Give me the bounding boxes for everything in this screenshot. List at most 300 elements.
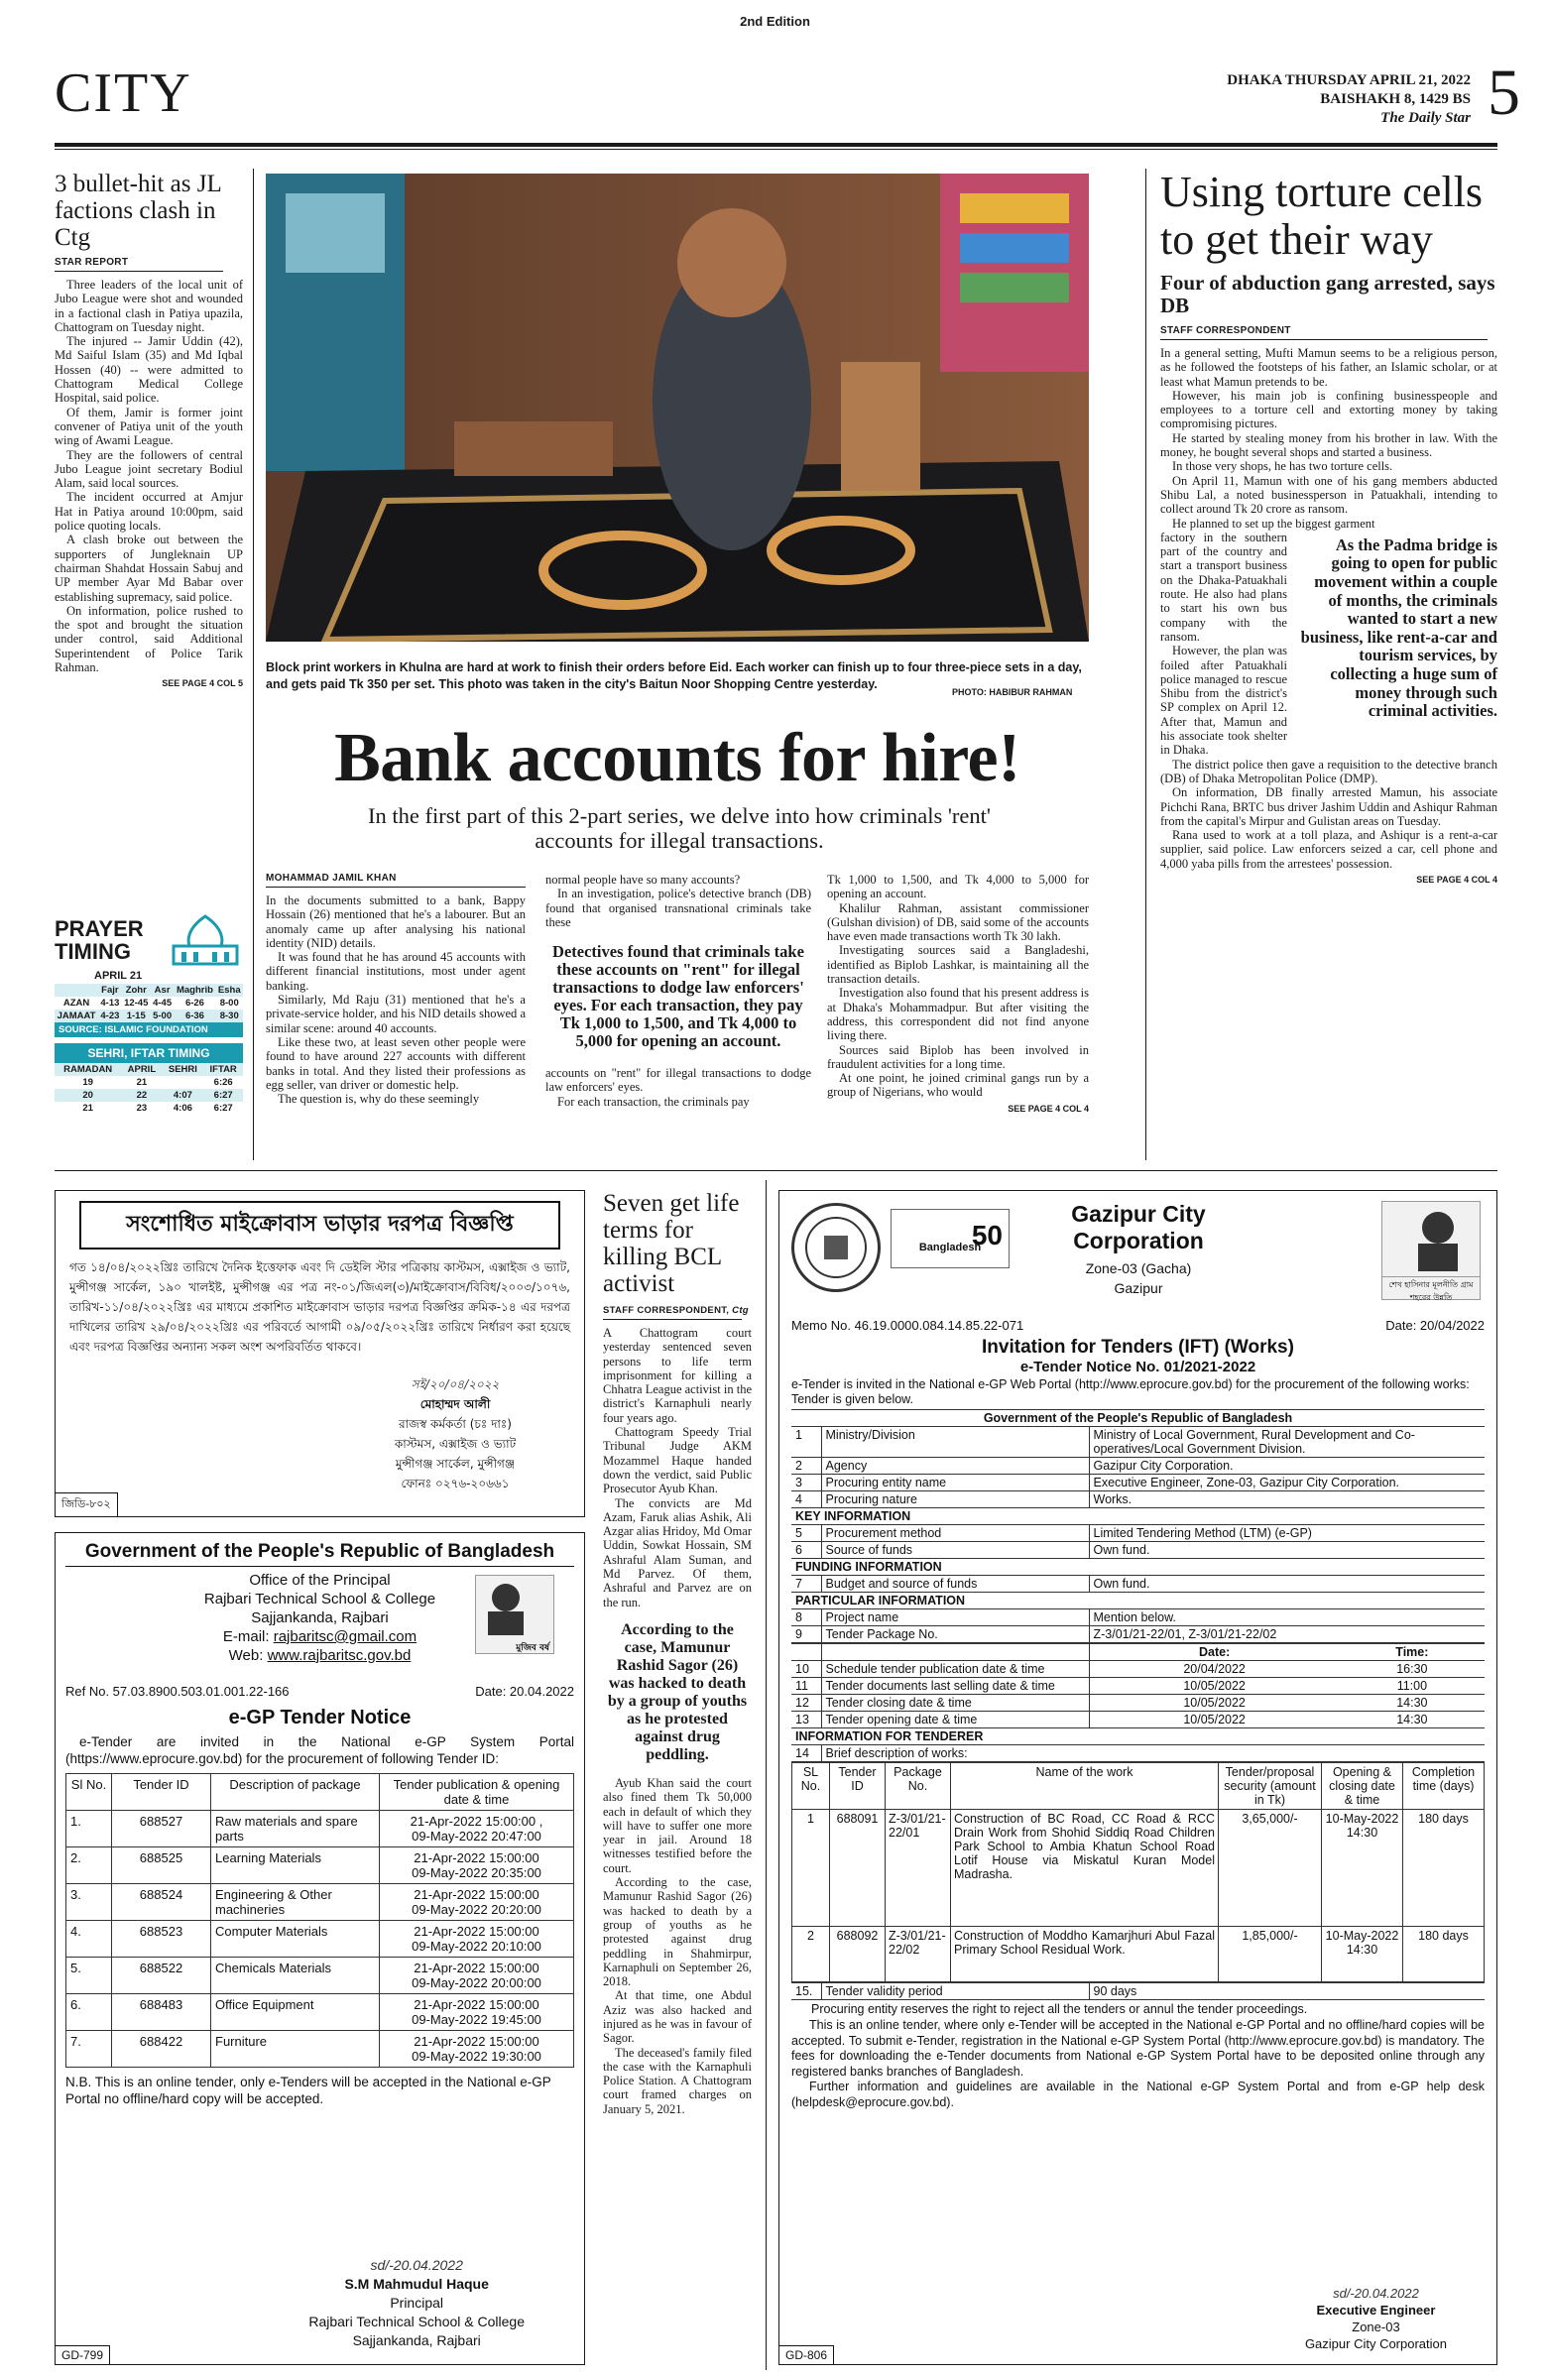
signer-office-2: মুন্সীগঞ্জ সার্কেল, মুন্সীগঞ্জ [395,1457,516,1471]
bank-headline: Bank accounts for hire! [334,720,1020,796]
paragraph: Rana used to work at a toll plaza, and Ashiqur is a rent-a-car supplier, said police. Law enforcers seized a car, cell phone and 4,000 yaba pills from the arrestees' possession. [1160,828,1497,871]
cell: 8 [791,1609,821,1626]
sehri-header: IFTAR [209,1064,237,1075]
mujib-portrait [1381,1201,1481,1300]
egp-note: N.B. This is an online tender, only e-Tenders will be accepted in the National e-GP Portal no offline/hard copy will be accepted. [65,2075,551,2106]
rajbari-signature-block [308,2256,525,2350]
paragraph: A clash broke out between the supporters of Jungleknain UP chairman Shahdat Hossain Sabuj and UP member Ayar Md Babar over establishing supremacy, said police. [55,533,243,604]
block-print-photo [266,174,1089,642]
cell: Z-3/01/21-22/01 [886,1810,951,1927]
cell: 1 [792,1810,830,1927]
section-label: FUNDING INFORMATION [791,1559,1485,1576]
signature: sd/-20.04.2022 [370,2257,463,2273]
bcl-pull-quote: According to the case, Mamunur Rashid Sagor (26) was hacked to death by a group of youths as he protested against drug peddling. [607,1620,748,1763]
byline-rule [603,1319,742,1320]
cell: 5 [791,1525,821,1542]
torture-pull-quote: As the Padma bridge is going to open for public movement within a couple of months, the criminals wanted to start a new business, like rent-a-car and tourism services, by collecting a huge sum of money through such criminal activities. [1300,535,1497,721]
cell: 688525 [112,1847,211,1884]
cell: Schedule tender publication date & time [821,1661,1089,1678]
cell: 10-May-2022 14:30 [1322,1927,1403,1982]
page-number: 5 [1488,57,1520,129]
paragraph: On information, DB finally arrested Mamun, his associate Pichchi Rana, BRTC bus driver Jashim Uddin and Ashiqur Rahman from the capital's Mirpur and Gulistan areas on Tuesday. [1160,785,1497,828]
bangla-ad-title: সংশোধিত মাইক্রোবাস ভাড়ার দরপত্র বিজ্ঞপ্তি [79,1201,560,1250]
bank-col-2 [545,873,811,1109]
sehri-cell: 20 [82,1090,93,1101]
gcc-seal [791,1203,881,1292]
cell: 180 days [1403,1927,1485,1982]
signer-title: Executive Engineer [1316,2303,1436,2318]
story-body [55,278,243,674]
signer-zone: Zone-03 [1352,2320,1400,2334]
caption-text: Block print workers in Khulna are hard at work to finish their orders before Eid. Each worker can finish up to four three-piece sets in a day, and gets paid Tk 350 per set. This photo was taken in the city's Baitun Noor Shopping Centre yesterday. [266,660,1082,691]
cell: Agency [821,1458,1089,1475]
photo-credit: PHOTO: HABIBUR RAHMAN [952,687,1073,697]
section-label: PARTICULAR INFORMATION [791,1593,1485,1609]
col-header: Completion time (days) [1403,1763,1485,1810]
web-link[interactable]: www.rajbaritsc.gov.bd [267,1647,412,1664]
cell: 11:00 [1340,1678,1485,1695]
cell: 9 [791,1626,821,1643]
paragraph: However, the plan was foiled after Patuakhali police managed to rescue Shibu from the district's SP complex on April 12. After that, Mamun and his associate took shelter in Dhaka. [1160,644,1287,758]
prayer-cell: 5-00 [153,1011,173,1021]
sehri-table [55,1063,243,1115]
paragraph: Ayub Khan said the court also fined them Tk 50,000 each in default of which they will have to suffer one more year in jail. Around 18 witnesses testified before the court. [603,1775,752,1875]
gd-number: GD-799 [56,2345,110,2364]
torture-subhead: Four of abduction gang arrested, says DB [1160,271,1495,317]
cell: Source of funds [821,1542,1089,1559]
col-header: Description of package [211,1774,380,1811]
email-link[interactable]: rajbaritsc@gmail.com [273,1628,417,1645]
cell: Chemicals Materials [211,1958,380,1994]
prayer-title-2: TIMING [55,939,131,964]
prayer-cell: 4-13 [100,998,120,1009]
prayer-header: Asr [154,985,171,996]
cell: 14:30 [1340,1712,1485,1728]
ift-schedule-table [791,1643,1485,1762]
ift-notice: e-Tender Notice No. 01/2021-2022 [1019,1359,1256,1375]
dateline [1227,71,1471,128]
byline-rule [266,887,526,888]
section-title: CITY [55,62,192,124]
cell: 15. [791,1983,821,2000]
cell: Office Equipment [211,1994,380,2031]
cell: Furniture [211,2031,380,2068]
cell: 6. [66,1994,112,2031]
rajbari-tender-ad [55,1532,585,2365]
prayer-cell: JAMAAT [57,1011,96,1021]
table-row [66,1958,574,1994]
cell: 21-Apr-2022 15:00:00 09-May-2022 19:30:00 [380,2031,574,2068]
table-row [66,1811,574,1847]
cell: Ministry of Local Government, Rural Development and Co-operatives/Local Government Division. [1089,1427,1485,1458]
prayer-cell: 6-36 [184,1011,204,1021]
cell: 21-Apr-2022 15:00:00 , 09-May-2022 20:47:00 [380,1811,574,1847]
gcc-signature-block [1305,2285,1447,2352]
ref-date: Date: 20.04.2022 [475,1684,574,1699]
paragraph: Sources said Biplob has been involved in fraudulent activities for a long time. [827,1042,1089,1071]
prayer-cell: 4-23 [100,1011,120,1021]
torture-byline: STAFF CORRESPONDENT [1160,325,1291,336]
cell: 14:30 [1340,1695,1485,1712]
cell: Budget and source of funds [821,1576,1089,1593]
paragraph: In a general setting, Mufti Mamun seems to be a religious person, as he followed the footsteps of his father, an Islamic scholar, or at least what Mamun pretends to be. [1160,346,1497,389]
paragraph: Similarly, Md Raju (31) mentioned that he's a private-service holder, and his NID details showed a similar scene: around 40 accounts. [266,993,526,1035]
cell: 1,85,000/- [1219,1927,1322,1982]
gazipur-tender-ad [778,1190,1497,2365]
masthead-rule [55,143,1497,147]
bangla-tender-ad [55,1190,585,1517]
rajbari-school: Rajbari Technical School & College [203,1591,436,1607]
cell: Brief description of works: [821,1745,1485,1762]
sehri-cell: 22 [136,1090,148,1101]
paragraph: Three leaders of the local unit of Jubo League were shot and wounded in a factional clash in Patiya upazila, Chattogram on Tuesday night. [55,278,243,334]
torture-headline: Using torture cells to get their way [1160,168,1484,264]
signer-place: Sajjankanda, Rajbari [352,2332,481,2348]
col-header: Sl No. [66,1774,112,1811]
cell: 3. [66,1884,112,1921]
col-header: Opening & closing date & time [1322,1763,1403,1810]
paragraph: A Chattogram court yesterday sentenced seven persons to life term imprisonment for killing a Chhatra League activist in the district's Karnaphuli nearly four years ago. [603,1326,752,1425]
paragraph: The incident occurred at Amjur Hat in Patiya around 10:00pm, said police quoting locals. [55,490,243,534]
bank-col-3 [827,873,1089,1114]
validity-table [791,1982,1485,2000]
row-rule [55,1170,1497,1171]
prayer-header: Fajr [101,985,119,996]
cell: 10-May-2022 14:30 [1322,1810,1403,1927]
paragraph: Chattogram Speedy Trial Tribunal Judge AKM Mozammel Haque handed down the verdict, said Public Prosecutor Ayub Khan. [603,1425,752,1496]
prayer-header [55,984,98,997]
paragraph: It was found that he has around 45 accounts with different financial institutions, most under agent banking. [266,950,526,993]
story-jl-clash [55,171,243,688]
date-header: Date: [1089,1644,1340,1661]
table-row [66,1921,574,1958]
paragraph: The injured -- Jamir Uddin (42), Md Saiful Islam (35) and Md Iqbal Hossen (40) -- were admitted to Chattogram Medical College Hospital, said police. [55,334,243,406]
cell: Engineering & Other machineries [211,1884,380,1921]
egp-intro: e-Tender are invited in the National e-GP System Portal (https://www.eprocure.gov.bd) for the procurement of following Tender ID: [65,1734,574,1766]
sehri-cell [162,1076,203,1089]
time-header: Time: [1340,1644,1485,1661]
cell: Tender documents last selling date & time [821,1678,1089,1695]
signer-designation: Principal [390,2295,444,2311]
gcc-seal-icon [794,1206,878,1289]
prayer-header: Maghrib [176,985,213,996]
cell: 10/05/2022 [1089,1695,1340,1712]
table-row [66,1847,574,1884]
prayer-cell: 1-15 [126,1011,146,1021]
prayer-title: PRAYER [55,916,144,941]
cell: Construction of BC Road, CC Road & RCC Drain Work from Shohid Siddiq Road Children Park School to Ambia Khatun School Road Lotif House via Miskatul Kuran Model Madrasha. [951,1810,1219,1927]
ift-intro: e-Tender is invited in the National e-GP Web Portal (http://www.eprocure.gov.bd) for the procurement of the following works: Tender is given below. [791,1377,1470,1406]
ift-heading: Invitation for Tenders (IFT) (Works) [982,1337,1294,1358]
cell: 21-Apr-2022 15:00:00 09-May-2022 20:00:00 [380,1958,574,1994]
gcc-city: Gazipur [1114,1280,1163,1296]
signer-school: Rajbari Technical School & College [308,2314,525,2329]
table-row [792,1927,1485,1982]
bangladesh-50-badge [891,1209,1010,1268]
cell: Procuring entity name [821,1475,1089,1491]
cell: 10 [791,1661,821,1678]
cell: 13 [791,1712,821,1728]
cell: 2. [66,1847,112,1884]
gcc-zone: Zone-03 (Gacha) [1085,1260,1192,1276]
paragraph: In those very shops, he has two torture cells. [1172,459,1393,474]
signer-org: Gazipur City Corporation [1304,2336,1447,2351]
cell: Mention below. [1089,1609,1485,1626]
paragraph: According to the case, Mamunur Rashid Sagor (26) was hacked to death by a group of youths as he protested against drug peddling in Shahmirpur, Karnaphuli on September 26, 2018. [603,1875,752,1989]
works-table [791,1762,1485,1982]
sehri-cell: 19 [82,1077,93,1088]
prayer-date: APRIL 21 [94,970,143,982]
cell: Learning Materials [211,1847,380,1884]
sehri-title: SEHRI, IFTAR TIMING [55,1043,243,1063]
column-rule [766,1180,767,2370]
sehri-cell: 6:26 [213,1077,233,1088]
bangla-ad-body: গত ১৪/০৪/২০২২খ্রিঃ তারিখে দৈনিক ইত্তেফাক এবং দি ডেইলি স্টার পত্রিকায় কাস্টমস, এক্সাইজ ও ভ্যাট, মুন্সীগঞ্জ সার্কেল, ১৯০ খালইষ্ট, মুন্সীগঞ্জ এর পত্র নং-০১/জিএল(৩)/মাইক্রোবাস/বিবিধ/২০০৩/১০৭৬, তারিখ-১১/০৪/২০২২খ্রিঃ এর মাধ্যমে প্রকাশিত মাইক্রোবাস ভাড়ার দরপত্র বিজ্ঞপ্তির ক্রমিক-১৪ এর দরপত্র দাখিলের তারিখ ২৯/০৪/২০২২খ্রিঃ এর পরিবর্তে আগামী ০৯/০৫/২০২২খ্রিঃ তারিখে নির্ধারণ করা হয়েছে এবং দরপত্র বিজ্ঞপ্তির অন্যান্য সকল অংশ অপরিবর্তিত থাকবে। [69,1260,570,1354]
paragraph: At one point, he joined criminal gangs run by a group of Nigerians, who would [827,1071,1089,1100]
egp-notice-title: e-GP Tender Notice [228,1707,412,1728]
paragraph: Khalilur Rahman, assistant commissioner (Gulshan division) of DB, said some of the accounts have even made transactions worth Tk 30 lakh. [827,900,1089,944]
portrait-icon [1382,1202,1480,1271]
prayer-table [55,984,243,1022]
rajbari-tender-table [65,1773,574,2068]
mujib-caption: শেখ হাসিনার মূলনীতি গ্রাম শহরের উন্নতি [1382,1276,1480,1307]
paragraph: The convicts are Md Azam, Faruk alias Ashik, Ali Azgar alias Hridoy, Md Omar Uddin, Sowkat Hossain, SM Ashraful Alam Suman, and Md Parvez. Of them, Ashraful and Parvez are on the run. [603,1495,752,1609]
cell: 688527 [112,1811,211,1847]
bcl-headline: Seven get life terms for killing BCL activist [603,1190,740,1297]
sehri-cell: 21 [136,1077,148,1088]
bangla-ad-signature-block [356,1374,554,1493]
cell: Procuring nature [821,1491,1089,1508]
story-byline: STAR REPORT [55,257,129,268]
paragraph: In an investigation, police's detective branch (DB) found that organised transnational criminals take these [545,887,811,929]
bank-subhead: In the first part of this 2-part series, we delve into how criminals 'rent' accounts for illegal transactions. [368,803,991,853]
cell: 7. [66,2031,112,2068]
cell: Works. [1089,1491,1485,1508]
signer-designation: রাজস্ব কর্মকর্তা (চঃ দাঃ) [399,1417,512,1431]
cell: 1. [66,1811,112,1847]
cell: Z-3/01/21-22/01, Z-3/01/21-22/02 [1089,1626,1485,1643]
cell: Own fund. [1089,1576,1485,1593]
cell: 2 [791,1458,821,1475]
cell: 688522 [112,1958,211,1994]
cell: Tender Package No. [821,1626,1089,1643]
signature: sd/-20.04.2022 [1333,2286,1419,2301]
col-header: SL No. [792,1763,830,1810]
cell: 90 days [1089,1983,1485,2000]
bcl-byline: STAFF CORRESPONDENT, [603,1305,730,1316]
sehri-cell: 4:06 [173,1103,192,1114]
cell: 688422 [112,2031,211,2068]
paragraph: factory in the southern part of the country and start a transport business on the Dhaka-Patuakhali route. He also had plans to start his own bus company with the ransom. [1160,530,1287,644]
prayer-timing-box [55,912,243,1115]
cell: 21-Apr-2022 15:00:00 09-May-2022 20:20:00 [380,1884,574,1921]
edition-label: 2nd Edition [740,14,810,29]
signer-name: মোহাম্মদ আলী [419,1397,491,1411]
col-header: Tender ID [112,1774,211,1811]
paragraph: Investigation also found that his present address is at Dhaka's Mohammadpur. But after visiting the address, this correspondent did not find anyone living there. [827,986,1089,1043]
guideline-note: Further information and guidelines are available in the National e-GP System Portal and from e-GP help desk (helpdesk@eprocure.gov.bd). [791,2080,1485,2109]
rajbari-gov-title: Government of the People's Republic of Bangladesh [65,1541,574,1567]
table-row [66,1884,574,1921]
table-row [792,1810,1485,1927]
brand-logo: The Daily Star [1380,110,1471,126]
sehri-cell: 6:27 [213,1090,233,1101]
see-page-link[interactable]: SEE PAGE 4 COL 4 [1008,1103,1089,1114]
paragraph: Like these two, at least seven other people were found to have around 227 accounts with different banks in total. And they listed their professions as egg seller, van driver or domestic help. [266,1034,526,1092]
prayer-header: Esha [217,985,241,996]
paragraph: They are the followers of central Jubo League joint secretary Bodiul Alam, said local sources. [55,447,243,491]
cell: Tender validity period [821,1983,1089,2000]
portrait-icon [476,1576,553,1635]
cell: Gazipur City Corporation. [1089,1458,1485,1475]
cell: 14 [791,1745,821,1762]
sehri-cell: 21 [82,1103,93,1114]
col-header: Tender publication & opening date & time [380,1774,574,1811]
cell: 21-Apr-2022 15:00:00 09-May-2022 20:10:00 [380,1921,574,1958]
paragraph: The question is, why do these seemingly [278,1092,480,1107]
sehri-cell: 23 [136,1103,148,1114]
badge-text: Bangladesh [918,1242,982,1253]
see-page-link[interactable]: SEE PAGE 4 COL 5 [162,678,243,689]
table-row [66,2031,574,2068]
paragraph: On April 11, Mamun with one of his gang members abducted Shibu Lal, a noted businessperson in Patuakhali, intending to collect around Tk 20 crore as ransom. [1160,473,1497,517]
gd-number: GD-806 [779,2345,834,2364]
prayer-cell: 8-30 [219,1011,239,1021]
cell: 16:30 [1340,1661,1485,1678]
see-page-link[interactable]: SEE PAGE 4 COL 4 [1416,874,1497,885]
cell: Tender closing date & time [821,1695,1089,1712]
web-label: Web: [228,1647,264,1664]
paragraph: On information, police rushed to the spot and brought the situation under control, said Additional Superintendent of Police Tarik Rahman. [55,603,243,675]
rajbari-office: Office of the Principal [249,1572,391,1589]
ift-info-table [791,1409,1485,1643]
cell: 4. [66,1921,112,1958]
sehri-header: RAMADAN [63,1064,113,1075]
cell: 688091 [830,1810,886,1927]
paragraph: Investigating sources said a Bangladeshi, identified as Biplob Lashkar, is maintaining all the transaction details. [827,943,1089,987]
paragraph: accounts on "rent" for illegal transactions to dodge law enforcers' eyes. [545,1066,811,1095]
gcc-title: Gazipur City Corporation [1071,1201,1206,1253]
online-note: This is an online tender, where only e-Tender will be accepted in the National e-GP Portal and no offline/hard copies will be accepted. To submit e-Tender, registration in the National e-GP System Portal (http://www.eprocure.gov.bd) is mandatory. The fees for downloading the e-Tender documents from National e-GP System Portal have to be deposited online through any registered banks branches of Bangladesh. [791,2018,1485,2079]
paragraph: Of them, Jamir is former joint convener of Patiya unit of the youth wing of Awami League. [55,405,243,448]
section-label: KEY INFORMATION [791,1508,1485,1525]
cell: Computer Materials [211,1921,380,1958]
sehri-header: APRIL [127,1064,157,1075]
byline-rule [55,271,223,272]
cell: 5. [66,1958,112,1994]
sehri-header: SEHRI [168,1064,197,1075]
rajbari-place: Sajjankanda, Rajbari [251,1609,389,1626]
badge-number: 50 [971,1220,1003,1250]
gov-title: Government of the People's Republic of Bangladesh [791,1410,1485,1427]
memo-date: Date: 20/04/2022 [1385,1318,1485,1333]
table-row [66,1994,574,2031]
gd-number: জিডি-৮০২ [56,1492,118,1516]
story-torture-cells [1160,169,1497,885]
cell: Raw materials and spare parts [211,1811,380,1847]
cell: 12 [791,1695,821,1712]
paragraph: The district police then gave a requisition to the detective branch (DB) of Dhaka Metropolitan Police (DMP). [1160,757,1497,785]
cell: 3 [791,1475,821,1491]
cell: 688523 [112,1921,211,1958]
col-header: Tender/proposal security (amount in Tk) [1219,1763,1322,1810]
prayer-cell: 12-45 [124,998,149,1009]
paragraph: At that time, one Abdul Aziz was also hacked and injured as he was in favour of Sagor. [603,1988,752,2046]
prayer-cell: 8-00 [219,998,239,1009]
prayer-header: Zohr [125,985,147,996]
signer-name: S.M Mahmudul Haque [344,2276,489,2292]
col-header: Package No. [886,1763,951,1810]
paragraph: normal people have so many accounts? [545,873,741,887]
cell: 10/05/2022 [1089,1712,1340,1728]
cell: 6 [791,1542,821,1559]
mujib-portrait [475,1575,554,1654]
mujib-label: মুজিব বর্ষ [516,1643,549,1653]
email-label: E-mail: [222,1628,270,1645]
dateline-date: DHAKA THURSDAY APRIL 21, 2022 [1227,72,1471,88]
cell: Procurement method [821,1525,1089,1542]
dateline-bangla-date: BAISHAKH 8, 1429 BS [1320,91,1471,107]
signer-office: কাস্টমস, এক্সাইজ ও ভ্যাট [394,1437,517,1451]
column-rule [1145,169,1146,1160]
section-label: INFORMATION FOR TENDERER [791,1728,1485,1745]
paragraph: He planned to set up the biggest garment [1172,516,1375,531]
cell: 3,65,000/- [1219,1810,1322,1927]
cell: 20/04/2022 [1089,1661,1340,1678]
paragraph: However, his main job is confining businesspeople and employees to a torture cell and extorting money by taking compromising pictures. [1160,388,1497,431]
cell: 688524 [112,1884,211,1921]
cell: Limited Tendering Method (LTM) (e-GP) [1089,1525,1485,1542]
cell: 1 [791,1427,821,1458]
photo-illustration [266,174,1089,642]
paragraph: The deceased's family filed the case with the Karnaphuli Police Station. A Chattogram court framed charges on January 5, 2021. [603,2045,752,2116]
sehri-cell: 4:07 [173,1090,192,1101]
signer-phone: ফোনঃ ০২৭৬-২০৬৬১ [401,1477,510,1490]
cell: 21-Apr-2022 15:00:00 09-May-2022 19:45:00 [380,1994,574,2031]
prayer-source: SOURCE: ISLAMIC FOUNDATION [55,1022,243,1037]
cell: 11 [791,1678,821,1695]
mosque-icon [168,912,243,968]
prayer-cell: AZAN [62,998,90,1009]
cell: Tender opening date & time [821,1712,1089,1728]
cell: 10/05/2022 [1089,1678,1340,1695]
paragraph: He started by stealing money from his brother in law. With the money, he bought several shops and started a business. [1160,430,1497,460]
cell: 7 [791,1576,821,1593]
cell: 2 [792,1927,830,1982]
paragraph: For each transaction, the criminals pay [557,1094,750,1109]
prayer-cell: 6-26 [184,998,204,1009]
bcl-byline-place: Ctg [732,1305,749,1316]
cell: Project name [821,1609,1089,1626]
paragraph: Tk 1,000 to 1,500, and Tk 4,000 to 5,000 for opening an account. [827,873,1089,901]
cell: Ministry/Division [821,1427,1089,1458]
cell: Executive Engineer, Zone-03, Gazipur City Corporation. [1089,1475,1485,1491]
story-headline: 3 bullet-hit as JL factions clash in Ctg [55,171,221,251]
byline-rule [1160,339,1488,340]
paragraph: In the documents submitted to a bank, Bappy Hossain (26) mentioned that he's a labourer. But an anomaly came up after analysing his national identity (NID) details. [266,893,526,950]
cell: 688092 [830,1927,886,1982]
story-bcl-killing [603,1190,752,2116]
masthead-rule-thin [55,149,1497,150]
col-header: Name of the work [951,1763,1219,1810]
cell: 688483 [112,1994,211,2031]
cell: Z-3/01/21-22/02 [886,1927,951,1982]
sehri-cell: 6:27 [213,1103,233,1114]
cell: Construction of Moddho Kamarjhuri Abul Fazal Primary School Residual Work. [951,1927,1219,1982]
column-rule [253,169,254,1160]
col-header: Tender ID [830,1763,886,1810]
memo-number: Memo No. 46.19.0000.084.14.85.22-071 [791,1318,1024,1333]
